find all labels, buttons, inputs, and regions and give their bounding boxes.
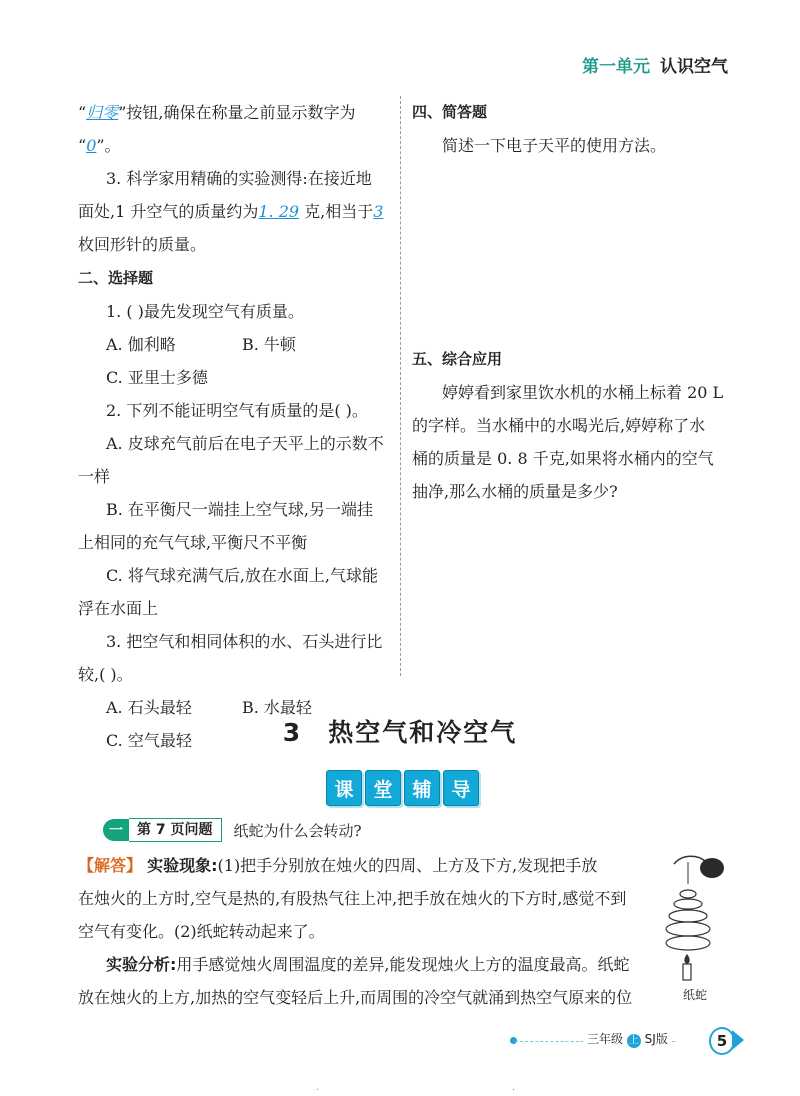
- classroom-guide-banner: [326, 770, 479, 806]
- choice-2-option-c-line-2: 浮在水面上: [78, 599, 159, 618]
- choice-2-option-a-line-1: A. 皮球充气前后在电子天平上的示数不: [106, 434, 384, 453]
- answer-mass: 1. 29: [258, 202, 300, 221]
- question-label: 第 7 页问题: [129, 818, 222, 842]
- choice-3-option-c: C. 空气最轻: [106, 731, 192, 750]
- unit-label: 第一单元: [582, 57, 650, 77]
- footer-grade: [583, 1030, 672, 1048]
- lesson-number: 3: [282, 718, 303, 747]
- answer-guiling: 归零: [86, 103, 119, 122]
- paper-snake-figure: [662, 850, 728, 982]
- column-divider: [400, 96, 401, 676]
- analysis-line-1: 实验分析:用手感觉烛火周围温度的差异,能发现烛火上方的温度最高。纸蛇: [106, 955, 630, 974]
- question-bar: [103, 818, 362, 842]
- choice-3-option-b: B. 水最轻: [242, 698, 312, 717]
- choice-2-option-b-line-1: B. 在平衡尺一端挂上空气球,另一端挂: [106, 500, 374, 519]
- section-short-answer-title: 四、简答题: [412, 103, 488, 121]
- term-badge: 上: [628, 1035, 639, 1046]
- fill-item-3-line-2: 面处,1 升空气的质量约为1. 29 克,相当于3: [78, 202, 384, 221]
- page-number-badge: [706, 1027, 736, 1053]
- application-line-2: 的字样。当水桶中的水喝光后,婷婷称了水: [412, 416, 706, 435]
- analysis-line-2: 放在烛火的上方,加热的空气变轻后上升,而周围的冷空气就涌到热空气原来的位: [78, 988, 633, 1007]
- page-number: 5: [709, 1027, 735, 1055]
- banner-char-4: 导: [443, 770, 479, 806]
- banner-char-3: 辅: [404, 770, 440, 806]
- section-choice-title: 二、选择题: [78, 269, 154, 287]
- choice-2-option-c-line-1: C. 将气球充满气后,放在水面上,气球能: [106, 566, 379, 585]
- choice-1-question: 1. ( )最先发现空气有质量。: [106, 302, 304, 321]
- choice-2-question: 2. 下列不能证明空气有质量的是( )。: [106, 401, 368, 420]
- bottom-mark-right: ·: [512, 1085, 516, 1096]
- banner-char-2: 堂: [365, 770, 401, 806]
- lesson-title: [0, 713, 800, 749]
- application-line-1: 婷婷看到家里饮水机的水桶上标着 20 L: [442, 383, 724, 402]
- answer-line-1: 【解答】 实验现象:(1)把手分别放在烛火的四周、上方及下方,发现把手放: [78, 856, 598, 875]
- answer-tag: 【解答】: [78, 856, 143, 875]
- phenomenon-label: 实验现象:: [147, 856, 218, 875]
- choice-1-option-a: A. 伽利略: [106, 335, 176, 354]
- arrow-right-icon: [732, 1030, 744, 1050]
- figure-caption: 纸蛇: [683, 988, 708, 1002]
- choice-1-option-b: B. 牛顿: [242, 335, 296, 354]
- answer-zero: 0: [86, 136, 97, 155]
- fill-item-3-line-1: 3. 科学家用精确的实验测得:在接近地: [106, 169, 372, 188]
- choice-2-option-a-line-2: 一样: [78, 467, 111, 486]
- application-line-4: 抽净,那么水桶的质量是多少?: [412, 482, 618, 501]
- choice-2-option-b-line-2: 上相同的充气气球,平衡尺不平衡: [78, 533, 308, 552]
- application-line-3: 桶的质量是 0. 8 千克,如果将水桶内的空气: [412, 449, 714, 468]
- answer-line-2: 在烛火的上方时,空气是热的,有股热气往上冲,把手放在烛火的下方时,感觉不到: [78, 889, 627, 908]
- fill-line-1: “归零”按钮,确保在称量之前显示数字为: [78, 103, 356, 122]
- section-application-title: 五、综合应用: [412, 350, 503, 368]
- grade-label: 三年级: [587, 1032, 624, 1046]
- question-text: 纸蛇为什么会转动?: [233, 821, 362, 840]
- lesson-name: 热空气和冷空气: [328, 718, 518, 747]
- banner-char-1: 课: [326, 770, 362, 806]
- choice-3-question-line-1: 3. 把空气和相同体积的水、石头进行比: [106, 632, 383, 651]
- question-badge: 一: [103, 819, 129, 841]
- bottom-mark-left: ·: [316, 1085, 320, 1096]
- choice-3-option-a: A. 石头最轻: [106, 698, 192, 717]
- choice-1-option-c: C. 亚里士多德: [106, 368, 208, 387]
- fill-line-2: “0”。: [78, 136, 121, 155]
- choice-3-question-line-2: 较,( )。: [78, 665, 133, 684]
- answer-line-3: 空气有变化。(2)纸蛇转动起来了。: [78, 922, 325, 941]
- unit-header: [582, 52, 728, 77]
- fill-item-3-line-3: 枚回形针的质量。: [78, 235, 207, 254]
- answer-clips: 3: [373, 202, 384, 221]
- edition-label: SJ版: [644, 1032, 668, 1046]
- analysis-label: 实验分析:: [106, 955, 177, 974]
- short-answer-question: 简述一下电子天平的使用方法。: [442, 136, 667, 155]
- unit-topic: 认识空气: [660, 57, 728, 77]
